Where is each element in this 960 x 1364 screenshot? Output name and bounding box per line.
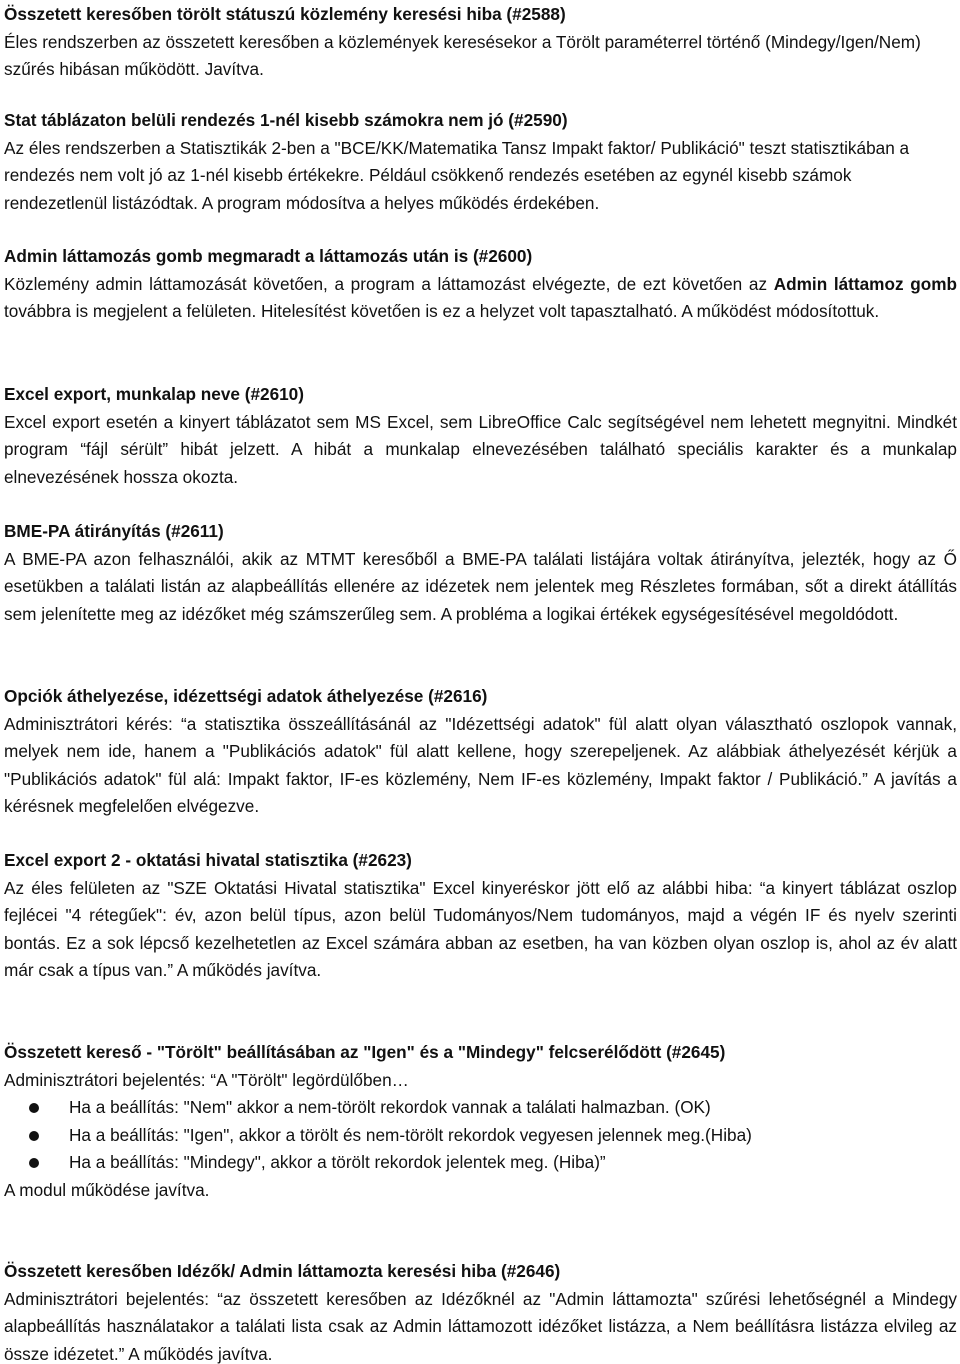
section-body bbox=[4, 271, 957, 326]
section-title: Összetett kereső - "Törölt" beállításában az "Igen" és a "Mindegy" felcserélődött (#2645) bbox=[4, 1042, 726, 1062]
list-item bbox=[4, 1122, 957, 1150]
section-body: Adminisztrátori bejelentés: “az összetett keresőben az Idézőknél az "Admin láttamozta" szűrési lehetőségnél a Mindegy alapbeállítás használatakor a találati lista csak az Admin láttamozott idézőket listázza, a Nem beállításra listázza elvileg az össze idézetet.” A működés javítva. bbox=[4, 1288, 957, 1364]
section-2600 bbox=[4, 243, 957, 326]
section-2590 bbox=[4, 107, 957, 217]
list-item-text: Ha a beállítás: "Igen", akkor a törölt és nem-törölt rekordok vegyesen jelennek meg.(Hiba) bbox=[69, 1124, 752, 1145]
list-item-text: Ha a beállítás: "Nem" akkor a nem-törölt rekordok vannak a találati halmazban. (OK) bbox=[69, 1097, 711, 1118]
section-title: BME-PA átirányítás (#2611) bbox=[4, 521, 224, 541]
section-title: Opciók áthelyezése, idézettségi adatok áthelyezése (#2616) bbox=[4, 686, 488, 706]
section-2616 bbox=[4, 683, 957, 821]
body-text-pre: Közlemény admin láttamozását követően, a program a láttamozást elvégezte, de ezt követően az bbox=[4, 273, 774, 294]
section-body: Az éles rendszerben a Statisztikák 2-ben a "BCE/KK/Matematika Tansz Impakt faktor/ Publikáció" teszt statisztikában a rendezés nem volt jó az 1-nél kisebb értékekre. Például csökkenő rendezés esetében az egynél kisebb számok rendezetlenül listázódtak. A program módosítva a helyes működés érdekében. bbox=[4, 137, 910, 213]
section-title: Összetett keresőben Idézők/ Admin láttamozta keresési hiba (#2646) bbox=[4, 1261, 561, 1281]
section-2646 bbox=[4, 1258, 957, 1364]
body-text-post: továbbra is megjelent a felületen. Hitelesítést követően is ez a helyzet volt tapasztalható. A működést módosítottuk. bbox=[4, 301, 880, 322]
section-body: A BME-PA azon felhasználói, akik az MTMT keresőből a BME-PA találati listájára voltak átirányítva, jelezték, hogy az Ő esetükben a találati listán az alapbeállítás ellenére az idézetek nem jelentek meg Részletes formában, sőt a direkt átállítás sem jelenítette meg az idézőket még számszerűleg sem. A probléma a logikai értékek egységesítésével megoldódott. bbox=[4, 548, 957, 624]
section-2611 bbox=[4, 518, 957, 628]
section-body: Excel export esetén a kinyert táblázatot sem MS Excel, sem LibreOffice Calc segítségével nem lehetett megnyitni. Mindkét program “fájl sérült” hibát jelzett. A hibát a munkalap elnevezésében található speciális karakter és a munkalap elnevezésének hossza okozta. bbox=[4, 411, 957, 487]
list-item bbox=[4, 1149, 957, 1177]
bullet-dot-icon bbox=[29, 1103, 39, 1113]
section-title: Admin láttamozás gomb megmaradt a láttamozás után is (#2600) bbox=[4, 246, 533, 266]
section-2623 bbox=[4, 847, 957, 985]
list-item bbox=[4, 1094, 957, 1122]
section-body: Az éles felületen az "SZE Oktatási Hivatal statisztika" Excel kinyeréskor jött elő az alábbi hiba: “a kinyert táblázat oszlop fejlécei "4 rétegűek": év, azon belül típus, azon belül Tudományos/Nem tudományos, majd a végén IF és nyelv szerinti bontás. Ez a sok lépcső kezelhetetlen az Excel számára abban az esetben, ha van közben olyan oszlop is, ahol az év alatt már csak a típus van.” A működés javítva. bbox=[4, 877, 957, 981]
bullet-list bbox=[4, 1094, 957, 1177]
section-2588 bbox=[4, 1, 957, 84]
admin-button-name: Admin láttamoz gomb bbox=[773, 273, 958, 294]
section-body: Adminisztrátori kérés: “a statisztika összeállításánál az "Idézettségi adatok" fül alatt olyan választható oszlopok vannak, melyek nem ide, hanem a "Publikációs adatok" fül alatt kellene, hogy szerepeljenek. Az alábbiak áthelyezését kérjük a "Publikációs adatok" fül alá: Impakt faktor, IF-es közlemény, Nem IF-es közlemény, Impakt faktor / Publikáció.” A javítás a kérésnek megfelelően elvégezve. bbox=[4, 713, 957, 817]
section-intro: Adminisztrátori bejelentés: “A "Törölt" legördülőben… bbox=[4, 1069, 409, 1090]
section-title: Excel export 2 - oktatási hivatal statisztika (#2623) bbox=[4, 850, 412, 870]
section-2610 bbox=[4, 381, 957, 491]
section-title: Összetett keresőben törölt státuszú közlemény keresési hiba (#2588) bbox=[4, 4, 566, 24]
section-2645 bbox=[4, 1039, 957, 1205]
section-outro: A modul működése javítva. bbox=[4, 1179, 210, 1200]
section-title: Excel export, munkalap neve (#2610) bbox=[4, 384, 304, 404]
bullet-dot-icon bbox=[29, 1131, 39, 1141]
section-body: Éles rendszerben az összetett keresőben a közlemények keresésekor a Törölt paraméterrel történő (Mindegy/Igen/Nem) szűrés hibásan működött. Javítva. bbox=[4, 31, 921, 80]
bullet-dot-icon bbox=[29, 1158, 39, 1168]
list-item-text: Ha a beállítás: "Mindegy", akkor a törölt rekordok jelentek meg. (Hiba)” bbox=[69, 1152, 606, 1173]
section-title: Stat táblázaton belüli rendezés 1-nél kisebb számokra nem jó (#2590) bbox=[4, 110, 568, 130]
